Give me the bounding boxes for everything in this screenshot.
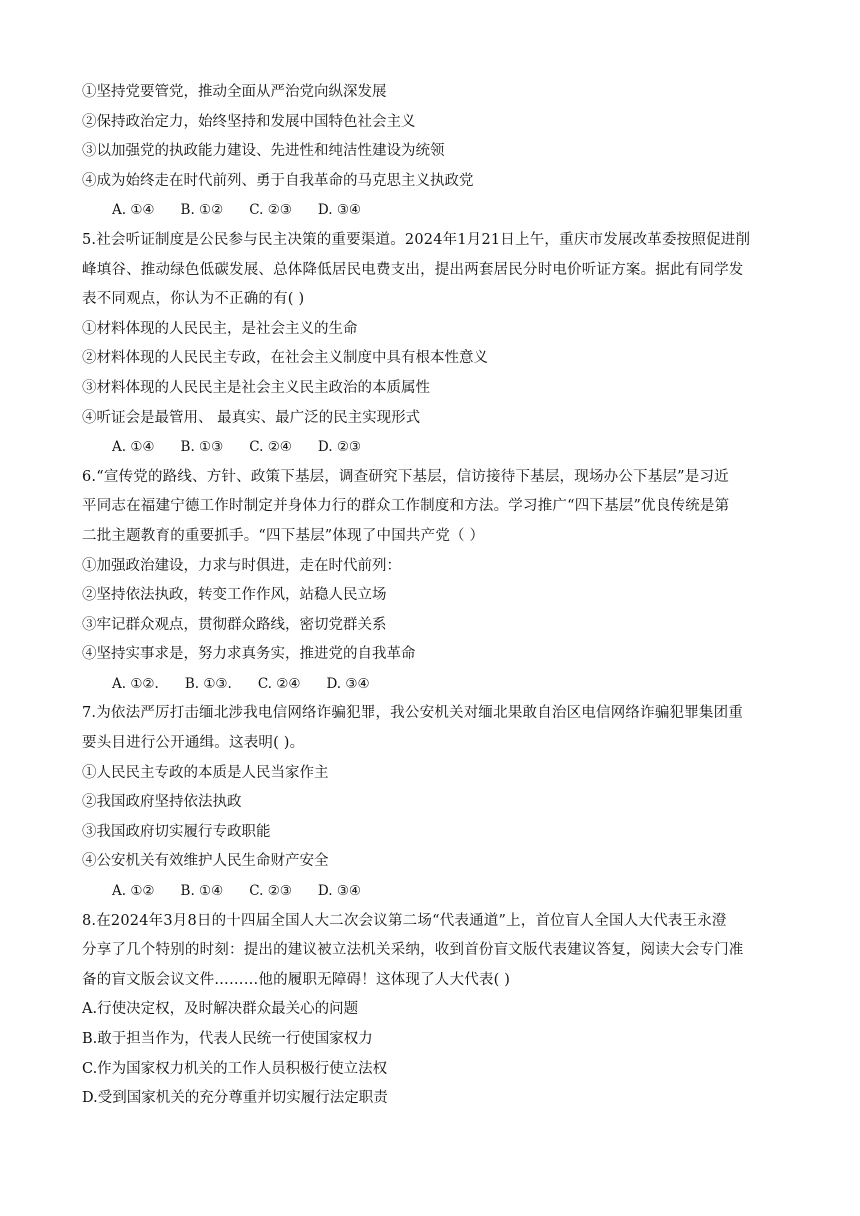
question-stem: 备的盲文版会议文件………他的履职无障碍！这体现了人大代表( ): [82, 971, 511, 988]
option-item: ②保持政治定力，始终坚持和发展中国特色社会主义: [82, 113, 416, 130]
option-d: D.受到国家机关的充分尊重并切实履行法定职责: [82, 1090, 388, 1107]
option-item: ③牢记群众观点，贯彻群众路线，密切党群关系: [82, 616, 387, 633]
question-4: [82, 78, 778, 226]
question-stem: 分享了几个特别的时刻：提出的建议被立法机关采纳，收到首份盲文版代表建议答复，阅读大会专门准: [82, 942, 744, 959]
option-item: ②我国政府坚持依法执政: [82, 794, 242, 811]
option-item: ④坚持实事求是，努力求真务实，推进党的自我革命: [82, 646, 416, 663]
choice-b: B. ①③: [180, 439, 224, 456]
choice-a: A. ①②: [112, 883, 155, 900]
option-item: ④公安机关有效维护人民生命财产安全: [82, 853, 329, 870]
option-item: ①加强政治建设，力求与时俱进，走在时代前列：: [82, 557, 401, 574]
choice-d: D. ③④: [317, 883, 362, 900]
choice-a: A. ①④: [112, 202, 155, 219]
choice-b: B. ①④: [180, 883, 224, 900]
question-stem: 8.在2024年3月8日的十四届全国人大二次会议第二场“代表通道”上，首位盲人全国人大代表王永澄: [82, 912, 727, 929]
option-item: ①坚持党要管党，推动全面从严治党向纵深发展: [82, 84, 387, 100]
choice-b: B. ①②: [180, 202, 224, 219]
question-stem: 表不同观点，你认为不正确的有( ): [82, 291, 305, 308]
choice-b: B. ①③.: [184, 675, 232, 692]
choice-c: C. ②④: [249, 439, 292, 456]
question-stem: 5.社会听证制度是公民参与民主决策的重要渠道。2024年1月21日上午，重庆市发展改革委按照促进削: [82, 231, 751, 248]
question-5: [82, 226, 778, 463]
choice-a: A. ①②.: [112, 675, 159, 692]
question-8: [82, 907, 778, 1114]
question-6: [82, 463, 778, 700]
option-c: C.作为国家权力机关的工作人员积极行使立法权: [82, 1060, 388, 1077]
option-item: ④成为始终走在时代前列、勇于自我革命的马克思主义执政党: [82, 172, 474, 189]
option-item: ①材料体现的人民民主，是社会主义的生命: [82, 320, 358, 337]
question-stem: 二批主题教育的重要抓手。“四下基层”体现了中国共产党（ ）: [82, 527, 485, 544]
choice-d: D. ②③: [317, 439, 362, 456]
choice-d: D. ③④: [317, 202, 362, 219]
exam-page: [82, 78, 778, 1114]
option-a: A.行使决定权，及时解决群众最关心的问题: [82, 1001, 359, 1018]
answer-choices: [82, 196, 778, 226]
option-item: ③我国政府切实履行专政职能: [82, 823, 271, 840]
option-item: ②材料体现的人民民主专政，在社会主义制度中具有根本性意义: [82, 350, 488, 367]
answer-choices: [82, 670, 778, 700]
question-stem: 平同志在福建宁德工作时制定并身体力行的群众工作制度和方法。学习推广“四下基层”优良传统是第: [82, 498, 730, 515]
option-item: ④听证会是最管用、 最真实、最广泛的民主实现形式: [82, 409, 421, 426]
question-stem: 要头目进行公开通缉。这表明( )。: [82, 735, 305, 752]
question-stem: 峰填谷、推动绿色低碳发展、总体降低居民电费支出，提出两套居民分时电价听证方案。据此有同学发: [82, 261, 744, 278]
choice-c: C. ②③: [249, 883, 292, 900]
option-item: ③材料体现的人民民主是社会主义民主政治的本质属性: [82, 379, 430, 396]
option-item: ③以加强党的执政能力建设、先进性和纯洁性建设为统领: [82, 143, 445, 160]
choice-c: C. ②③: [249, 202, 292, 219]
option-item: ①人民民主专政的本质是人民当家作主: [82, 764, 329, 781]
option-item: ②坚持依法执政，转变工作作风，站稳人民立场: [82, 587, 387, 604]
option-b: B.敢于担当作为，代表人民统一行使国家权力: [82, 1031, 373, 1047]
question-stem: 6.“宣传党的路线、方针、政策下基层，调查研究下基层，信访接待下基层，现场办公下基层”是习近: [82, 468, 729, 485]
question-7: [82, 699, 778, 906]
answer-choices: [82, 433, 778, 463]
answer-choices: [82, 877, 778, 907]
choice-a: A. ①④: [112, 439, 155, 456]
choice-c: C. ②④: [257, 675, 301, 692]
choice-d: D. ③④: [326, 675, 370, 692]
question-stem: 7.为依法严厉打击缅北涉我电信网络诈骗犯罪，我公安机关对缅北果敢自治区电信网络诈骗犯罪集团重: [82, 705, 744, 722]
